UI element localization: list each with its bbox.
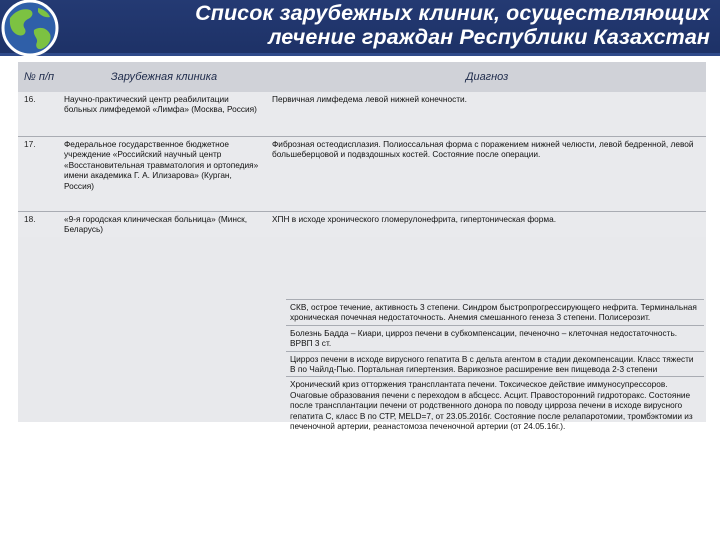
row-number: 16.: [18, 92, 60, 137]
row-number: 17.: [18, 137, 60, 212]
clinics-table: [18, 62, 706, 237]
clinics-table-container: [18, 62, 706, 432]
table-header-row: [18, 62, 706, 92]
table-row: [18, 92, 706, 137]
globe-icon: [0, 0, 68, 60]
row-clinic: Федеральное государственное бюджетное учреждение «Российский научный центр «Восстановительная травматология и ортопедия» имени академика Г. А. Илизарова» (Курган, Россия): [60, 137, 268, 212]
page-title: [90, 1, 710, 49]
row-diagnosis: ХПН в исходе хронического гломерулонефрита, гипертоническая форма.: [268, 212, 706, 237]
row-diagnosis: Первичная лимфедема левой нижней конечности.: [268, 92, 706, 137]
title-line-1: Список зарубежных клиник, осуществляющих: [195, 1, 710, 25]
table-row: [18, 137, 706, 212]
extra-diagnoses: [286, 299, 704, 433]
diagnosis-block: Цирроз печени в исходе вирусного гепатита В с дельта агентом в стадии декомпенсации. Класс тяжести В по Чайлд-Пью. Портальная гипертензия. Варикозное расширение вен пищевода 2-3 степени: [286, 351, 704, 377]
diagnosis-block: СКВ, острое течение, активность 3 степени. Синдром быстропрогрессирующего нефрита. Терминальная хроническая почечная недостаточность. Анемия смешанного генеза 3 степени. Полисерозит.: [286, 299, 704, 325]
row-clinic: Научно-практический центр реабилитации больных лимфедемой «Лимфа» (Москва, Россия): [60, 92, 268, 137]
table-row: [18, 212, 706, 237]
diagnosis-block: Болезнь Бадда – Киари, цирроз печени в субкомпенсации, печеночно – клеточная недостаточность. ВРВП 3 ст.: [286, 325, 704, 351]
row-number: 18.: [18, 212, 60, 237]
row-diagnosis: Фиброзная остеодисплазия. Полиоссальная форма с поражением нижней челюсти, левой бедренной, левой большеберцовой и подвздошных костей. Состояние после операции.: [268, 137, 706, 212]
column-header-number: № п/п: [18, 62, 60, 92]
title-line-2: лечение граждан Республики Казахстан: [268, 25, 710, 49]
diagnosis-block: Хронический криз отторжения трансплантата печени. Токсическое действие иммуносупрессоров. Очаговые образования печени с переходом в абсцесс. Асцит. Правосторонний гидроторакс. Состояние после трансплантации печени от родственного донора по поводу цирроза печени в исходе вирусного гепатита С, класс В по СТР, MELD=7, от 23.05.2016г. Состояние после релапаротомии, тромбэктомии из печеночной артерии, реанастомоза печеночной артерии (от 24.05.16г.).: [286, 376, 704, 433]
column-header-diagnosis: Диагноз: [268, 62, 706, 92]
column-header-clinic: Зарубежная клиника: [60, 62, 268, 92]
row-clinic: «9-я городская клиническая больница» (Минск, Беларусь): [60, 212, 268, 237]
